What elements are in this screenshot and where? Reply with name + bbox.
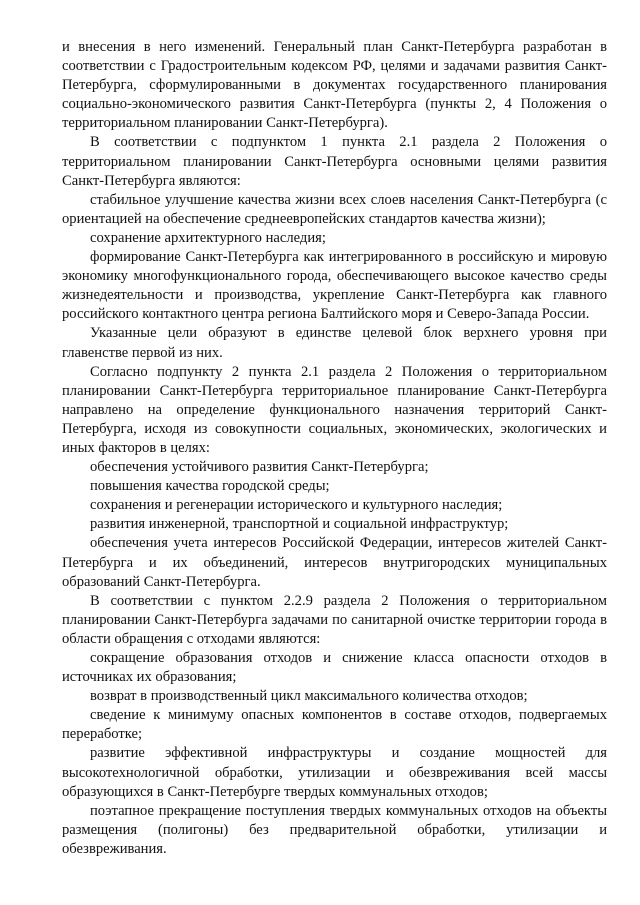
paragraph-goals-intro: В соответствии с подпунктом 1 пункта 2.1 раздела 2 Положения о территориальном планировании Санкт-Петербурга основными целями развития Санкт-Петербурга являются: xyxy=(62,134,607,189)
list-item-goal-architectural-heritage: сохранение архитектурного наследия; xyxy=(90,229,326,246)
list-item-purpose-sustainable-development: обеспечения устойчивого развития Санкт-Петербурга; xyxy=(90,459,429,476)
paragraph-goals-unity: Указанные цели образуют в единстве целевой блок верхнего уровня при главенстве первой из них. xyxy=(62,325,607,361)
document-page xyxy=(62,38,607,859)
paragraph-waste-tasks-intro: В соответствии с пунктом 2.2.9 раздела 2 Положения о территориальном планировании Санкт-Петербурга задачами по санитарной очистке территории города в области обращения с отходами являются: xyxy=(62,592,607,647)
list-item-task-waste-recycling: возврат в производственный цикл максимального количества отходов; xyxy=(90,688,528,705)
list-item-purpose-heritage-regeneration: сохранения и регенерации исторического и культурного наследия; xyxy=(90,497,503,514)
list-item-purpose-urban-environment: повышения качества городской среды; xyxy=(90,478,330,495)
list-item-goal-quality-of-life: стабильное улучшение качества жизни всех слоев населения Санкт-Петербурга (с ориентацией на обеспечение среднеевропейских стандартов качества жизни); xyxy=(62,191,607,227)
paragraph-planning-intro: Согласно подпункту 2 пункта 2.1 раздела 2 Положения о территориальном планировании Санкт-Петербурга территориальное планирование Санкт-Петербурга направлено на определение функционального назначения территорий Санкт-Петербурга, исходя из совокупности социальных, экономических, экологических и иных факторов в целях: xyxy=(62,363,607,456)
list-item-purpose-interests: обеспечения учета интересов Российской Федерации, интересов жителей Санкт-Петербурга и их объединений, интересов внутригородских муниципальных образований Санкт-Петербурга. xyxy=(62,535,607,590)
list-item-goal-integrated-city: формирование Санкт-Петербурга как интегрированного в российскую и мировую экономику многофункционального города, обеспечивающего высокое качество среды жизнедеятельности и производства, укрепление Санкт-Петербурга как главного российского контактного центра региона Балтийского моря и Северо-Запада России. xyxy=(62,249,607,323)
list-item-task-waste-reduction: сокращение образования отходов и снижение класса опасности отходов в источниках их образования; xyxy=(62,650,607,686)
list-item-purpose-infrastructure: развития инженерной, транспортной и социальной инфраструктур; xyxy=(90,516,509,533)
paragraph-intro-continuation: и внесения в него изменений. Генеральный план Санкт-Петербурга разработан в соответствии с Градостроительным кодексом РФ, целями и задачами развития Санкт-Петербурга, сформулированными в документах государственного планирования социально-экономического развития Санкт-Петербурга (пункты 2, 4 Положения о территориальном планировании Санкт-Петербурга). xyxy=(62,39,607,132)
list-item-task-landfill-phaseout: поэтапное прекращение поступления твердых коммунальных отходов на объекты размещения (полигоны) без предварительной обработки, утилизации и обезвреживания. xyxy=(62,802,607,857)
list-item-task-infrastructure-development: развитие эффективной инфраструктуры и создание мощностей для высокотехнологичной обработки, утилизации и обезвреживания всей массы образующихся в Санкт-Петербурге твердых коммунальных отходов; xyxy=(62,745,607,800)
list-item-task-hazard-minimization: сведение к минимуму опасных компонентов в составе отходов, подвергаемых переработке; xyxy=(62,707,607,743)
